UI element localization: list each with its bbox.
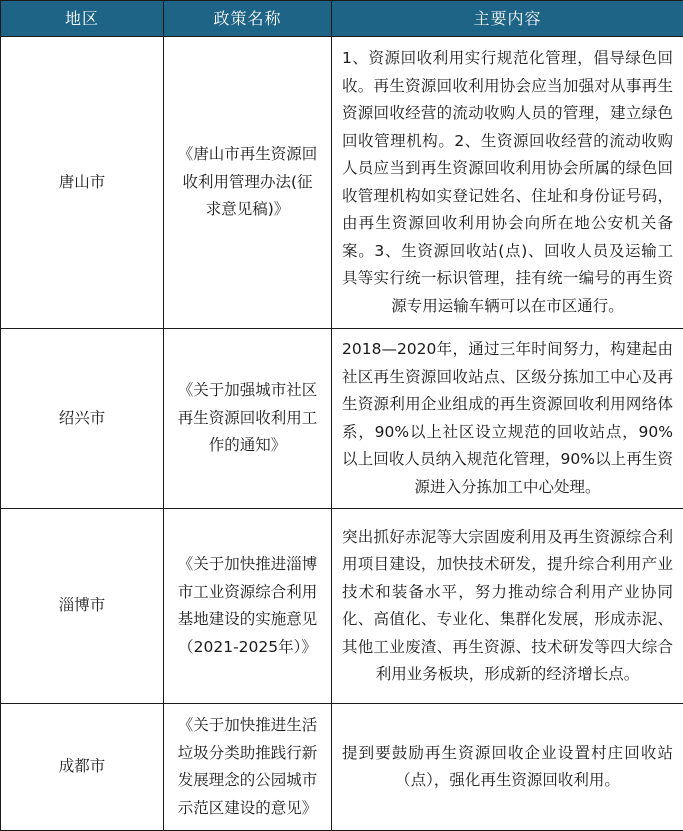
cell-content: 2018—2020年，通过三年时间努力，构建起由社区再生资源回收站点、区级分拣加工中心及再生资源利用企业组成的再生资源回收利用网络体系，90%以上社区设立规范的回收站点，90%以上回收人员纳入规范化管理，90%以上再生资源进入分拣加工中心处理。 [332, 329, 683, 509]
cell-content: 1、资源回收利用实行规范化管理，倡导绿色回收。再生资源回收利用协会应当加强对从事再生资源回收经营的流动收购人员的管理，建立绿色回收管理机构。2、生资源回收经营的流动收购人员应当到再生资源回收利用协会所属的绿色回收管理机构如实登记姓名、住址和身份证号码，由再生资源回收利用协会向所在地公安机关备案。3、生资源回收站(点)、回收人员及运输工具等实行统一标识管理，挂有统一编号的再生资源专用运输车辆可以在市区通行。 [332, 37, 683, 329]
header-row [1, 1, 683, 37]
table-header [1, 1, 683, 37]
cell-policy: 《关于加快推进生活垃圾分类助推践行新发展理念的公园城市示范区建设的意见》 [164, 704, 332, 831]
cell-region: 淄博市 [1, 509, 164, 704]
column-header-content: 主要内容 [332, 1, 683, 37]
table-row [1, 37, 683, 329]
column-header-region: 地区 [1, 1, 164, 37]
cell-region: 唐山市 [1, 37, 164, 329]
cell-policy: 《关于加快推进淄博市工业资源综合利用基地建设的实施意见（2021-2025年）》 [164, 509, 332, 704]
cell-region: 绍兴市 [1, 329, 164, 509]
column-header-policy: 政策名称 [164, 1, 332, 37]
cell-region: 成都市 [1, 704, 164, 831]
cell-content: 突出抓好赤泥等大宗固废利用及再生资源综合利用项目建设，加快技术研发，提升综合利用产业技术和装备水平，努力推动综合利用产业协同化、高值化、专业化、集群化发展，形成赤泥、其他工业废渣、再生资源、技术研发等四大综合利用业务板块，形成新的经济增长点。 [332, 509, 683, 704]
table-body [1, 37, 683, 831]
cell-policy: 《关于加强城市社区再生资源回收利用工作的通知》 [164, 329, 332, 509]
table-row [1, 509, 683, 704]
cell-content: 提到要鼓励再生资源回收企业设置村庄回收站（点），强化再生资源回收利用。 [332, 704, 683, 831]
table-row [1, 329, 683, 509]
table-row [1, 704, 683, 831]
cell-policy: 《唐山市再生资源回收利用管理办法(征求意见稿)》 [164, 37, 332, 329]
